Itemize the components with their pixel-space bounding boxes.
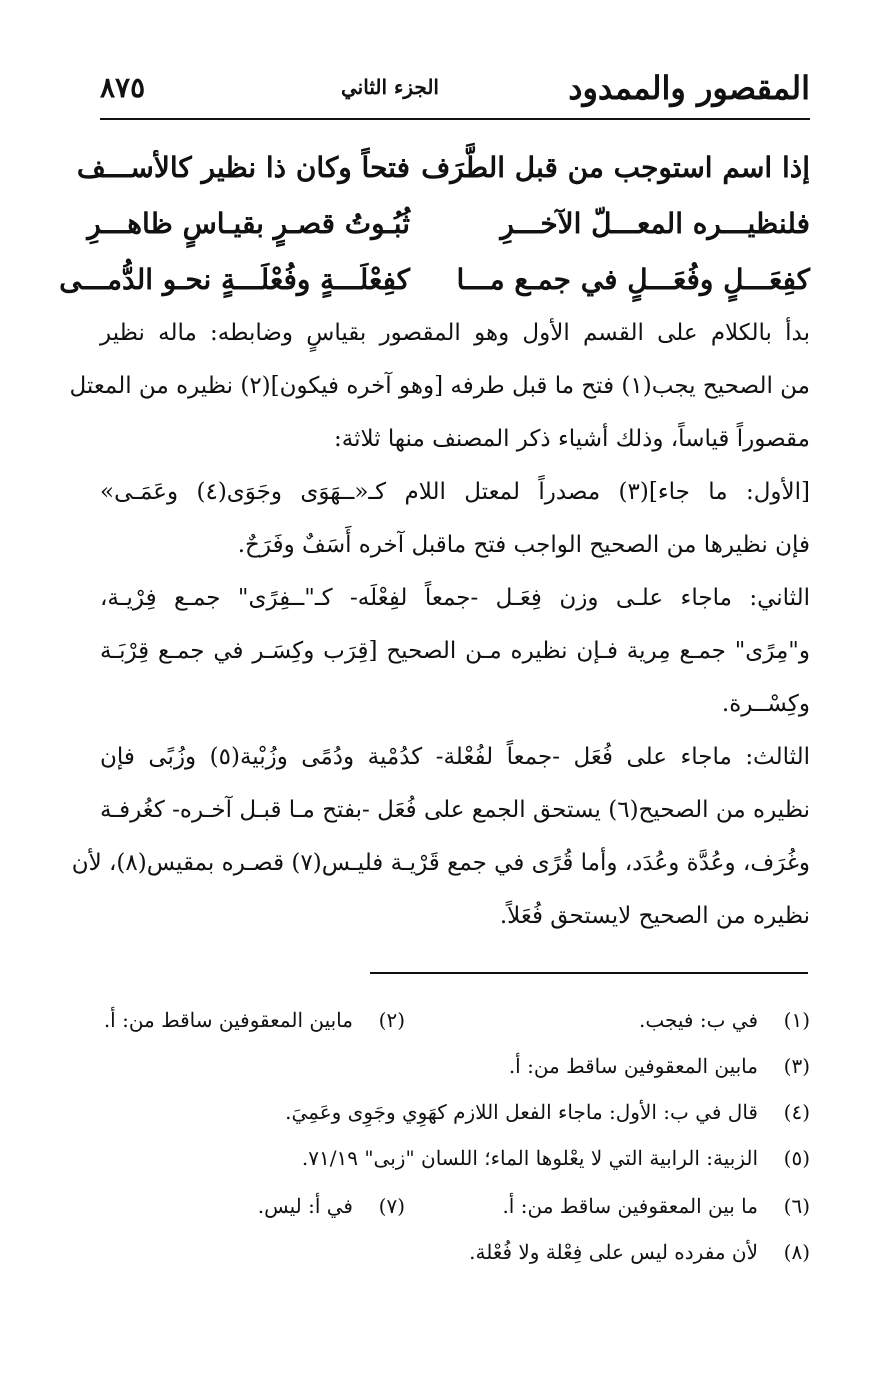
body-line: من الصحيح يجب(١) فتح ما قبل طرفه [وهو آخره فيكون](٢) نظيره من المعتل xyxy=(69,373,810,399)
footnote-number: (٥) xyxy=(783,1146,810,1170)
footnote-text: مابين المعقوفين ساقط من: أ. xyxy=(508,1054,758,1078)
verse-second-hemistich: فتحاً وكان ذا نظير كالأســـف xyxy=(76,151,410,184)
body-line: بدأ بالكلام على القسم الأول وهو المقصور بقياسٍ وضابطه: ماله نظير xyxy=(100,320,810,346)
footnote-number: (٢) xyxy=(378,1008,405,1032)
verse-first-hemistich: كفِعَـــلٍ وفُعَـــلٍ في جمـع مـــا xyxy=(456,263,810,296)
footnote xyxy=(480,1192,810,1220)
verse-first-hemistich: فلنظيـــره المعـــلّ الآخـــرِ xyxy=(500,207,810,240)
footnote xyxy=(75,1006,405,1034)
body-line: فإن نظيرها من الصحيح الواجب فتح ماقبل آخره أَسَفٌ وفَرَحٌ. xyxy=(237,532,810,558)
verse-line xyxy=(76,140,810,196)
body-line: [الأول: ما جاء](٣) مصدراً لمعتل اللام كـ«ــهَوَى وجَوَى(٤) وعَمَـى» xyxy=(100,479,810,505)
body-line: الثالث: ماجاء على فُعَل -جمعاً لفُعْلة- كدُمْية ودُمًى وزُبْية(٥) وزُبًى فإن xyxy=(100,744,810,770)
footnote xyxy=(110,1144,810,1172)
footnote-number: (٣) xyxy=(783,1054,810,1078)
footnote xyxy=(480,1006,810,1034)
footnote-divider xyxy=(370,972,808,974)
body-line: وغُرَف، وعُدَّة وعُدَد، وأما قُرًى في جمع قَرْيـة فليـس(٧) قصـره بمقيس(٨)، لأن xyxy=(71,850,810,876)
verse-second-hemistich: ثُبُـوتُ قصـرٍ بقيـاسٍ ظاهـــرِ xyxy=(87,207,410,240)
footnote-number: (١) xyxy=(783,1008,810,1032)
footnote-text: في أ: ليس. xyxy=(257,1194,353,1218)
footnote-number: (٦) xyxy=(783,1194,810,1218)
footnote xyxy=(110,1238,810,1266)
footnote-text: لأن مفرده ليس على فِعْلة ولا فُعْلة. xyxy=(469,1240,758,1264)
footnote xyxy=(110,1052,810,1080)
body-line: و"مِرًى" جمـع مِرية فـإن نظيره مـن الصحيح [قِرَب وكِسَـر في جمـع قِرْبَـة xyxy=(100,638,810,664)
part-label: الجزء الثاني xyxy=(341,75,439,99)
body-line: نظيره من الصحيح لايستحق فُعَلاً. xyxy=(499,903,810,929)
body-line: مقصوراً قياساً، وذلك أشياء ذكر المصنف منها ثلاثة: xyxy=(333,426,810,452)
verse-first-hemistich: إذا اسم استوجب من قبل الطَّرَف xyxy=(421,151,810,184)
page-number: ٨٧٥ xyxy=(100,71,146,104)
verse-second-hemistich: كفِعْلَـــةٍ وفُعْلَـــةٍ نحـو الدُّمـــى xyxy=(59,263,410,296)
footnote-number: (٨) xyxy=(783,1240,810,1264)
book-title: المقصور والممدود xyxy=(568,69,810,107)
header-divider xyxy=(100,118,810,120)
footnote-text: مابين المعقوفين ساقط من: أ. xyxy=(103,1008,353,1032)
verse-line xyxy=(87,196,810,252)
footnote-text: قال في ب: الأول: ماجاء الفعل اللازم كهَوِي وجَوِى وعَمِيَ. xyxy=(285,1100,758,1124)
body-line: الثاني: ماجاء علـى وزن فِعَـل -جمعاً لفِعْلَه- كـ"ــفِرًى" جمـع فِرْيـة، xyxy=(100,585,810,611)
footnote-text: ما بين المعقوفين ساقط من: أ. xyxy=(502,1194,758,1218)
body-line: وكِسْــرة. xyxy=(721,691,810,717)
footnote-number: (٤) xyxy=(783,1100,810,1124)
footnote xyxy=(75,1192,405,1220)
verse-line xyxy=(59,252,810,308)
body-line: نظيره من الصحيح(٦) يستحق الجمع على فُعَل -بفتح مـا قبـل آخـره- كغُرفـة xyxy=(100,797,811,823)
footnote xyxy=(110,1098,810,1126)
footnote-text: في ب: فيجب. xyxy=(638,1008,758,1032)
footnote-number: (٧) xyxy=(378,1194,405,1218)
footnote-text: الزبية: الرابية التي لا يعْلوها الماء؛ اللسان "زبى" ٧١/١٩. xyxy=(301,1146,758,1170)
